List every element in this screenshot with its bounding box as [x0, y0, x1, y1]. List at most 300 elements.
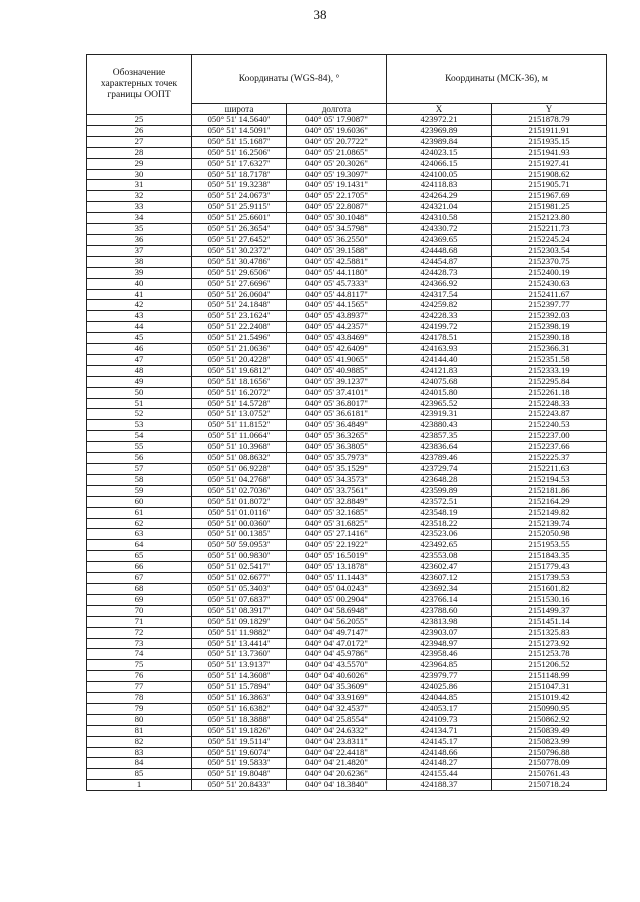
longitude-cell: 040° 05' 42.5881" — [287, 256, 387, 267]
latitude-cell: 050° 51' 15.1687" — [192, 136, 287, 147]
point-number-cell: 49 — [87, 376, 192, 387]
x-coordinate-cell: 424015.80 — [387, 387, 492, 398]
latitude-cell: 050° 51' 13.4414" — [192, 638, 287, 649]
table-row — [87, 365, 607, 376]
table-row — [87, 649, 607, 660]
x-coordinate-cell: 423857.35 — [387, 431, 492, 442]
longitude-cell: 040° 04' 32.4537" — [287, 703, 387, 714]
x-coordinate-cell: 424228.33 — [387, 311, 492, 322]
table-row — [87, 562, 607, 573]
y-coordinate-cell: 2151981.25 — [492, 202, 607, 213]
table-row — [87, 234, 607, 245]
point-number-cell: 84 — [87, 758, 192, 769]
table-row — [87, 725, 607, 736]
y-coordinate-cell: 2150862.92 — [492, 714, 607, 725]
header-latitude: широта — [192, 104, 287, 115]
table-body — [87, 115, 607, 791]
point-number-cell: 85 — [87, 769, 192, 780]
y-coordinate-cell: 2152351.58 — [492, 354, 607, 365]
table-row — [87, 616, 607, 627]
x-coordinate-cell: 423813.98 — [387, 616, 492, 627]
table-row — [87, 605, 607, 616]
latitude-cell: 050° 51' 08.3917" — [192, 605, 287, 616]
y-coordinate-cell: 2152240.53 — [492, 420, 607, 431]
latitude-cell: 050° 51' 19.6074" — [192, 747, 287, 758]
point-number-cell: 28 — [87, 147, 192, 158]
table-row — [87, 344, 607, 355]
latitude-cell: 050° 51' 14.5640" — [192, 115, 287, 126]
latitude-cell: 050° 51' 24.1848" — [192, 300, 287, 311]
x-coordinate-cell: 424366.92 — [387, 278, 492, 289]
y-coordinate-cell: 2150778.09 — [492, 758, 607, 769]
latitude-cell: 050° 51' 15.7894" — [192, 682, 287, 693]
table-row — [87, 551, 607, 562]
table-row — [87, 529, 607, 540]
point-number-cell: 54 — [87, 431, 192, 442]
longitude-cell: 040° 05' 21.0865" — [287, 147, 387, 158]
x-coordinate-cell: 424044.85 — [387, 693, 492, 704]
x-coordinate-cell: 424188.37 — [387, 780, 492, 791]
longitude-cell: 040° 05' 30.1048" — [287, 213, 387, 224]
table-row — [87, 409, 607, 420]
y-coordinate-cell: 2151451.14 — [492, 616, 607, 627]
longitude-cell: 040° 04' 25.8554" — [287, 714, 387, 725]
point-number-cell: 69 — [87, 594, 192, 605]
y-coordinate-cell: 2151967.69 — [492, 191, 607, 202]
longitude-cell: 040° 05' 16.5019" — [287, 551, 387, 562]
table-row — [87, 431, 607, 442]
table-row — [87, 180, 607, 191]
latitude-cell: 050° 51' 11.0664" — [192, 431, 287, 442]
table-row — [87, 169, 607, 180]
x-coordinate-cell: 423602.47 — [387, 562, 492, 573]
point-number-cell: 83 — [87, 747, 192, 758]
point-number-cell: 41 — [87, 289, 192, 300]
longitude-cell: 040° 04' 47.0172" — [287, 638, 387, 649]
latitude-cell: 050° 51' 18.3888" — [192, 714, 287, 725]
x-coordinate-cell: 424118.83 — [387, 180, 492, 191]
table-row — [87, 267, 607, 278]
y-coordinate-cell: 2152295.84 — [492, 376, 607, 387]
y-coordinate-cell: 2152333.19 — [492, 365, 607, 376]
point-number-cell: 44 — [87, 322, 192, 333]
point-number-cell: 72 — [87, 627, 192, 638]
x-coordinate-cell: 424109.73 — [387, 714, 492, 725]
latitude-cell: 050° 51' 14.5091" — [192, 125, 287, 136]
longitude-cell: 040° 05' 31.6825" — [287, 518, 387, 529]
table-row — [87, 507, 607, 518]
point-number-cell: 25 — [87, 115, 192, 126]
x-coordinate-cell: 424155.44 — [387, 769, 492, 780]
latitude-cell: 050° 51' 19.5833" — [192, 758, 287, 769]
longitude-cell: 040° 04' 20.6236" — [287, 769, 387, 780]
table-row — [87, 125, 607, 136]
longitude-cell: 040° 05' 22.1922" — [287, 540, 387, 551]
x-coordinate-cell: 423692.34 — [387, 583, 492, 594]
x-coordinate-cell: 423958.46 — [387, 649, 492, 660]
y-coordinate-cell: 2151019.42 — [492, 693, 607, 704]
point-number-cell: 52 — [87, 409, 192, 420]
longitude-cell: 040° 04' 22.4418" — [287, 747, 387, 758]
point-number-cell: 79 — [87, 703, 192, 714]
latitude-cell: 050° 51' 19.8048" — [192, 769, 287, 780]
x-coordinate-cell: 424075.68 — [387, 376, 492, 387]
latitude-cell: 050° 51' 04.2768" — [192, 474, 287, 485]
table-row — [87, 496, 607, 507]
point-number-cell: 32 — [87, 191, 192, 202]
y-coordinate-cell: 2150796.88 — [492, 747, 607, 758]
y-coordinate-cell: 2151941.93 — [492, 147, 607, 158]
y-coordinate-cell: 2152245.24 — [492, 234, 607, 245]
x-coordinate-cell: 423766.14 — [387, 594, 492, 605]
latitude-cell: 050° 51' 21.0636" — [192, 344, 287, 355]
longitude-cell: 040° 04' 21.4820" — [287, 758, 387, 769]
latitude-cell: 050° 51' 16.3863" — [192, 693, 287, 704]
x-coordinate-cell: 424448.68 — [387, 245, 492, 256]
point-number-cell: 75 — [87, 660, 192, 671]
y-coordinate-cell: 2152398.19 — [492, 322, 607, 333]
longitude-cell: 040° 05' 41.9065" — [287, 354, 387, 365]
y-coordinate-cell: 2152243.87 — [492, 409, 607, 420]
table-row — [87, 311, 607, 322]
table-row — [87, 682, 607, 693]
y-coordinate-cell: 2152149.82 — [492, 507, 607, 518]
header-point-designation: Обозначение характерных точек границы ООПТ — [87, 55, 192, 115]
point-number-cell: 34 — [87, 213, 192, 224]
point-number-cell: 36 — [87, 234, 192, 245]
x-coordinate-cell: 424310.58 — [387, 213, 492, 224]
x-coordinate-cell: 424321.04 — [387, 202, 492, 213]
longitude-cell: 040° 05' 20.3026" — [287, 158, 387, 169]
longitude-cell: 040° 05' 17.9087" — [287, 115, 387, 126]
page-number: 38 — [313, 7, 327, 22]
longitude-cell: 040° 04' 24.6332" — [287, 725, 387, 736]
x-coordinate-cell: 423836.64 — [387, 442, 492, 453]
point-number-cell: 66 — [87, 562, 192, 573]
longitude-cell: 040° 05' 22.8087" — [287, 202, 387, 213]
table-row — [87, 736, 607, 747]
table-row — [87, 747, 607, 758]
table-row — [87, 474, 607, 485]
longitude-cell: 040° 05' 39.1588" — [287, 245, 387, 256]
longitude-cell: 040° 05' 19.6036" — [287, 125, 387, 136]
x-coordinate-cell: 423965.52 — [387, 398, 492, 409]
y-coordinate-cell: 2151047.31 — [492, 682, 607, 693]
table-row — [87, 671, 607, 682]
table-row — [87, 191, 607, 202]
y-coordinate-cell: 2152237.00 — [492, 431, 607, 442]
table-row — [87, 289, 607, 300]
table-row — [87, 387, 607, 398]
x-coordinate-cell: 424134.71 — [387, 725, 492, 736]
x-coordinate-cell: 424317.54 — [387, 289, 492, 300]
table-row — [87, 224, 607, 235]
latitude-cell: 050° 51' 27.6452" — [192, 234, 287, 245]
x-coordinate-cell: 423788.60 — [387, 605, 492, 616]
x-coordinate-cell: 423648.28 — [387, 474, 492, 485]
header-x: X — [387, 104, 492, 115]
longitude-cell: 040° 05' 39.1237" — [287, 376, 387, 387]
point-number-cell: 80 — [87, 714, 192, 725]
latitude-cell: 050° 51' 19.3238" — [192, 180, 287, 191]
y-coordinate-cell: 2152164.29 — [492, 496, 607, 507]
table-row — [87, 202, 607, 213]
header-longitude: долгота — [287, 104, 387, 115]
point-number-cell: 58 — [87, 474, 192, 485]
y-coordinate-cell: 2150718.24 — [492, 780, 607, 791]
point-number-cell: 62 — [87, 518, 192, 529]
x-coordinate-cell: 424100.05 — [387, 169, 492, 180]
latitude-cell: 050° 51' 13.9137" — [192, 660, 287, 671]
longitude-cell: 040° 05' 45.7333" — [287, 278, 387, 289]
header-msk36: Координаты (МСК-36), м — [387, 55, 607, 104]
latitude-cell: 050° 51' 25.6601" — [192, 213, 287, 224]
latitude-cell: 050° 51' 25.9115" — [192, 202, 287, 213]
latitude-cell: 050° 51' 30.2372" — [192, 245, 287, 256]
point-number-cell: 42 — [87, 300, 192, 311]
table-row — [87, 136, 607, 147]
x-coordinate-cell: 423523.06 — [387, 529, 492, 540]
point-number-cell: 74 — [87, 649, 192, 660]
longitude-cell: 040° 04' 23.8311" — [287, 736, 387, 747]
y-coordinate-cell: 2151601.82 — [492, 583, 607, 594]
latitude-cell: 050° 51' 26.3654" — [192, 224, 287, 235]
y-coordinate-cell: 2152194.53 — [492, 474, 607, 485]
x-coordinate-cell: 423979.77 — [387, 671, 492, 682]
x-coordinate-cell: 423789.46 — [387, 453, 492, 464]
table-row — [87, 115, 607, 126]
latitude-cell: 050° 51' 11.8152" — [192, 420, 287, 431]
longitude-cell: 040° 05' 36.3805" — [287, 442, 387, 453]
latitude-cell: 050° 51' 19.6812" — [192, 365, 287, 376]
y-coordinate-cell: 2152411.67 — [492, 289, 607, 300]
x-coordinate-cell: 423607.12 — [387, 573, 492, 584]
table-row — [87, 420, 607, 431]
x-coordinate-cell: 423553.08 — [387, 551, 492, 562]
table-row — [87, 693, 607, 704]
latitude-cell: 050° 51' 02.5417" — [192, 562, 287, 573]
x-coordinate-cell: 423919.31 — [387, 409, 492, 420]
point-number-cell: 30 — [87, 169, 192, 180]
latitude-cell: 050° 51' 00.1385" — [192, 529, 287, 540]
latitude-cell: 050° 51' 23.1624" — [192, 311, 287, 322]
x-coordinate-cell: 424053.17 — [387, 703, 492, 714]
point-number-cell: 59 — [87, 485, 192, 496]
x-coordinate-cell: 424330.72 — [387, 224, 492, 235]
point-number-cell: 77 — [87, 682, 192, 693]
longitude-cell: 040° 05' 19.3097" — [287, 169, 387, 180]
y-coordinate-cell: 2152261.18 — [492, 387, 607, 398]
table-row — [87, 594, 607, 605]
y-coordinate-cell: 2151325.83 — [492, 627, 607, 638]
latitude-cell: 050° 51' 27.6696" — [192, 278, 287, 289]
longitude-cell: 040° 05' 22.1705" — [287, 191, 387, 202]
point-number-cell: 48 — [87, 365, 192, 376]
y-coordinate-cell: 2150761.43 — [492, 769, 607, 780]
x-coordinate-cell: 423989.84 — [387, 136, 492, 147]
x-coordinate-cell: 424148.66 — [387, 747, 492, 758]
longitude-cell: 040° 05' 27.1416" — [287, 529, 387, 540]
table-row — [87, 256, 607, 267]
point-number-cell: 45 — [87, 333, 192, 344]
latitude-cell: 050° 51' 22.2408" — [192, 322, 287, 333]
longitude-cell: 040° 05' 34.5798" — [287, 224, 387, 235]
y-coordinate-cell: 2151953.55 — [492, 540, 607, 551]
table-row — [87, 780, 607, 791]
y-coordinate-cell: 2151779.43 — [492, 562, 607, 573]
table-row — [87, 354, 607, 365]
longitude-cell: 040° 05' 44.8117" — [287, 289, 387, 300]
longitude-cell: 040° 05' 40.9885" — [287, 365, 387, 376]
latitude-cell: 050° 51' 05.3403" — [192, 583, 287, 594]
y-coordinate-cell: 2152123.80 — [492, 213, 607, 224]
y-coordinate-cell: 2150823.99 — [492, 736, 607, 747]
point-number-cell: 27 — [87, 136, 192, 147]
latitude-cell: 050° 51' 14.5728" — [192, 398, 287, 409]
point-number-cell: 60 — [87, 496, 192, 507]
point-number-cell: 53 — [87, 420, 192, 431]
longitude-cell: 040° 05' 11.1443" — [287, 573, 387, 584]
y-coordinate-cell: 2152237.66 — [492, 442, 607, 453]
y-coordinate-cell: 2152211.63 — [492, 464, 607, 475]
x-coordinate-cell: 424163.93 — [387, 344, 492, 355]
point-number-cell: 39 — [87, 267, 192, 278]
header-y: Y — [492, 104, 607, 115]
longitude-cell: 040° 05' 20.7722" — [287, 136, 387, 147]
latitude-cell: 050° 51' 26.0604" — [192, 289, 287, 300]
x-coordinate-cell: 424369.65 — [387, 234, 492, 245]
point-number-cell: 78 — [87, 693, 192, 704]
table-row — [87, 300, 607, 311]
longitude-cell: 040° 05' 33.7561" — [287, 485, 387, 496]
latitude-cell: 050° 51' 02.6677" — [192, 573, 287, 584]
longitude-cell: 040° 05' 36.8017" — [287, 398, 387, 409]
y-coordinate-cell: 2152050.98 — [492, 529, 607, 540]
longitude-cell: 040° 05' 37.4101" — [287, 387, 387, 398]
x-coordinate-cell: 423948.97 — [387, 638, 492, 649]
point-number-cell: 65 — [87, 551, 192, 562]
point-number-cell: 37 — [87, 245, 192, 256]
longitude-cell: 040° 05' 19.1431" — [287, 180, 387, 191]
longitude-cell: 040° 04' 56.2055" — [287, 616, 387, 627]
table-row — [87, 376, 607, 387]
latitude-cell: 050° 51' 30.4786" — [192, 256, 287, 267]
latitude-cell: 050° 51' 21.5496" — [192, 333, 287, 344]
latitude-cell: 050° 51' 00.0360" — [192, 518, 287, 529]
y-coordinate-cell: 2152370.75 — [492, 256, 607, 267]
x-coordinate-cell: 423599.89 — [387, 485, 492, 496]
coordinates-table — [86, 54, 607, 791]
table-row — [87, 485, 607, 496]
x-coordinate-cell: 424264.29 — [387, 191, 492, 202]
x-coordinate-cell: 424025.86 — [387, 682, 492, 693]
latitude-cell: 050° 51' 16.6382" — [192, 703, 287, 714]
longitude-cell: 040° 05' 36.3265" — [287, 431, 387, 442]
point-number-cell: 61 — [87, 507, 192, 518]
y-coordinate-cell: 2151908.62 — [492, 169, 607, 180]
x-coordinate-cell: 424259.82 — [387, 300, 492, 311]
point-number-cell: 82 — [87, 736, 192, 747]
point-number-cell: 46 — [87, 344, 192, 355]
latitude-cell: 050° 51' 18.7178" — [192, 169, 287, 180]
y-coordinate-cell: 2151878.79 — [492, 115, 607, 126]
longitude-cell: 040° 04' 43.5570" — [287, 660, 387, 671]
point-number-cell: 64 — [87, 540, 192, 551]
x-coordinate-cell: 424066.15 — [387, 158, 492, 169]
longitude-cell: 040° 05' 35.7973" — [287, 453, 387, 464]
table-row — [87, 627, 607, 638]
longitude-cell: 040° 04' 40.6026" — [287, 671, 387, 682]
latitude-cell: 050° 51' 14.3608" — [192, 671, 287, 682]
longitude-cell: 040° 05' 42.6409" — [287, 344, 387, 355]
latitude-cell: 050° 51' 13.0752" — [192, 409, 287, 420]
y-coordinate-cell: 2151253.78 — [492, 649, 607, 660]
point-number-cell: 38 — [87, 256, 192, 267]
y-coordinate-cell: 2151935.15 — [492, 136, 607, 147]
table-row — [87, 278, 607, 289]
table-row — [87, 322, 607, 333]
latitude-cell: 050° 51' 13.7360" — [192, 649, 287, 660]
longitude-cell: 040° 04' 49.7147" — [287, 627, 387, 638]
x-coordinate-cell: 424023.15 — [387, 147, 492, 158]
latitude-cell: 050° 51' 01.0116" — [192, 507, 287, 518]
y-coordinate-cell: 2152139.74 — [492, 518, 607, 529]
y-coordinate-cell: 2150839.49 — [492, 725, 607, 736]
y-coordinate-cell: 2152248.33 — [492, 398, 607, 409]
table-row — [87, 758, 607, 769]
longitude-cell: 040° 05' 36.2550" — [287, 234, 387, 245]
table-row — [87, 769, 607, 780]
y-coordinate-cell: 2151739.53 — [492, 573, 607, 584]
y-coordinate-cell: 2152392.03 — [492, 311, 607, 322]
x-coordinate-cell: 424428.73 — [387, 267, 492, 278]
point-number-cell: 73 — [87, 638, 192, 649]
point-number-cell: 56 — [87, 453, 192, 464]
table-row — [87, 333, 607, 344]
latitude-cell: 050° 51' 29.6506" — [192, 267, 287, 278]
y-coordinate-cell: 2152211.73 — [492, 224, 607, 235]
longitude-cell: 040° 05' 43.8937" — [287, 311, 387, 322]
latitude-cell: 050° 51' 09.1829" — [192, 616, 287, 627]
table-row — [87, 573, 607, 584]
x-coordinate-cell: 424148.27 — [387, 758, 492, 769]
point-number-cell: 63 — [87, 529, 192, 540]
y-coordinate-cell: 2151148.99 — [492, 671, 607, 682]
x-coordinate-cell: 423729.74 — [387, 464, 492, 475]
latitude-cell: 050° 51' 10.3968" — [192, 442, 287, 453]
longitude-cell: 040° 05' 32.8849" — [287, 496, 387, 507]
longitude-cell: 040° 04' 18.3840" — [287, 780, 387, 791]
longitude-cell: 040° 04' 45.9786" — [287, 649, 387, 660]
table-row — [87, 540, 607, 551]
point-number-cell: 57 — [87, 464, 192, 475]
table-row — [87, 453, 607, 464]
longitude-cell: 040° 04' 58.6948" — [287, 605, 387, 616]
longitude-cell: 040° 05' 43.8469" — [287, 333, 387, 344]
x-coordinate-cell: 423518.22 — [387, 518, 492, 529]
point-number-cell: 50 — [87, 387, 192, 398]
longitude-cell: 040° 05' 34.3573" — [287, 474, 387, 485]
y-coordinate-cell: 2152366.31 — [492, 344, 607, 355]
table-row — [87, 442, 607, 453]
longitude-cell: 040° 05' 44.1180" — [287, 267, 387, 278]
y-coordinate-cell: 2152397.77 — [492, 300, 607, 311]
latitude-cell: 050° 51' 11.9882" — [192, 627, 287, 638]
latitude-cell: 050° 51' 06.9228" — [192, 464, 287, 475]
latitude-cell: 050° 51' 20.4228" — [192, 354, 287, 365]
longitude-cell: 040° 04' 35.3609" — [287, 682, 387, 693]
latitude-cell: 050° 51' 24.0673" — [192, 191, 287, 202]
